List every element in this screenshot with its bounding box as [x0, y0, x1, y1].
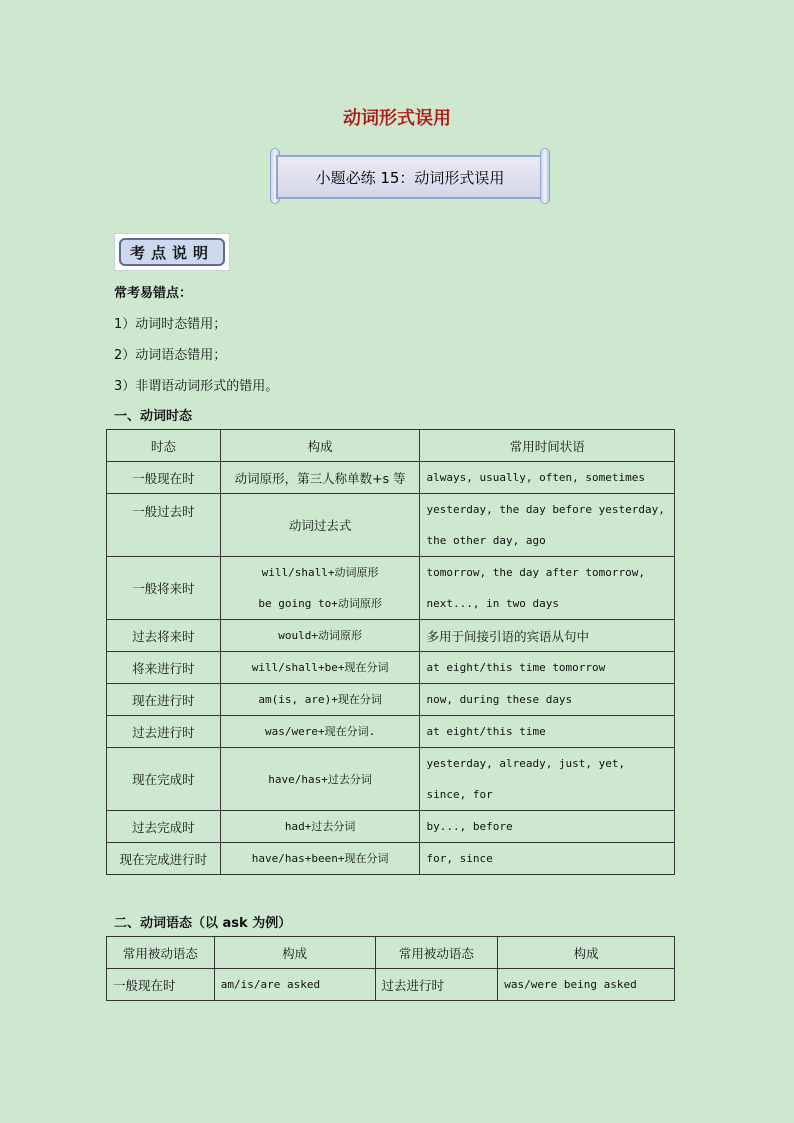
table-row — [107, 557, 675, 620]
intro-item: 1）动词时态错用； — [114, 317, 227, 332]
adverbial-cell: at eight/this time — [420, 716, 675, 748]
table-row — [107, 716, 675, 748]
title-banner — [270, 150, 550, 202]
banner-text: 小题必练 15：动词形式误用 — [276, 155, 544, 199]
adverbial-cell — [420, 557, 675, 620]
badge-text: 考点说明 — [119, 238, 225, 266]
adverbial-cell — [420, 748, 675, 811]
table-row — [107, 748, 675, 811]
adverbial-cell: always, usually, often, sometimes — [420, 462, 675, 494]
tense-cell: 将来进行时 — [107, 652, 221, 684]
adverbial-line: since, for — [426, 788, 493, 801]
form-cell: have/has+been+现在分词 — [220, 843, 420, 875]
tense-cell: 现在完成时 — [107, 748, 221, 811]
tense-cell: 过去进行时 — [107, 716, 221, 748]
header-voice: 常用被动语态 — [375, 937, 498, 969]
voice-cell: 过去进行时 — [375, 969, 498, 1001]
table-row — [107, 494, 675, 557]
form-line: be going to+动词原形 — [258, 597, 382, 610]
intro-item: 2）动词语态错用； — [114, 348, 227, 363]
table-row — [107, 462, 675, 494]
table-row — [107, 652, 675, 684]
intro-item: 3）非谓语动词形式的错用。 — [114, 379, 279, 394]
tense-cell: 过去将来时 — [107, 620, 221, 652]
section-title-voice: 二、动词语态（以 ask 为例） — [114, 916, 292, 931]
adverbial-line: next..., in two days — [426, 597, 559, 610]
form-cell — [220, 557, 420, 620]
tense-cell: 一般过去时 — [107, 494, 221, 557]
scroll-roll-right — [540, 148, 550, 204]
adverbial-line: the other day, ago — [426, 534, 546, 547]
form-cell: was/were+现在分词. — [220, 716, 420, 748]
form-cell: will/shall+be+现在分词 — [220, 652, 420, 684]
table-row — [107, 620, 675, 652]
header-adverbials: 常用时间状语 — [420, 430, 675, 462]
header-tense: 时态 — [107, 430, 221, 462]
tense-cell: 一般将来时 — [107, 557, 221, 620]
form-line: will/shall+动词原形 — [261, 566, 379, 579]
table-row — [107, 684, 675, 716]
form-cell: have/has+过去分词 — [220, 748, 420, 811]
table-row — [107, 969, 675, 1001]
adverbial-line: yesterday, already, just, yet, — [426, 757, 626, 770]
page-title: 动词形式误用 — [343, 108, 451, 129]
tense-cell: 一般现在时 — [107, 462, 221, 494]
table-header-row — [107, 430, 675, 462]
form-cell: am(is, are)+现在分词 — [220, 684, 420, 716]
header-form: 构成 — [214, 937, 375, 969]
table-header-row — [107, 937, 675, 969]
form-cell: am/is/are asked — [214, 969, 375, 1001]
adverbial-line: tomorrow, the day after tomorrow, — [426, 566, 646, 579]
header-voice: 常用被动语态 — [107, 937, 215, 969]
adverbial-cell: for, since — [420, 843, 675, 875]
adverbial-cell: by..., before — [420, 811, 675, 843]
form-cell: had+过去分词 — [220, 811, 420, 843]
adverbial-cell: at eight/this time tomorrow — [420, 652, 675, 684]
table-row — [107, 843, 675, 875]
header-form: 构成 — [220, 430, 420, 462]
tense-cell: 过去完成时 — [107, 811, 221, 843]
form-cell: was/were being asked — [498, 969, 675, 1001]
voice-table — [106, 936, 675, 1001]
section-title-tense: 一、动词时态 — [114, 409, 193, 424]
tense-cell: 现在完成进行时 — [107, 843, 221, 875]
adverbial-cell: 多用于间接引语的宾语从句中 — [420, 620, 675, 652]
voice-cell: 一般现在时 — [107, 969, 215, 1001]
adverbial-line: yesterday, the day before yesterday, — [426, 503, 665, 516]
header-form: 构成 — [498, 937, 675, 969]
adverbial-cell: now, during these days — [420, 684, 675, 716]
tense-table — [106, 429, 675, 875]
section-badge — [114, 233, 230, 271]
form-cell: 动词过去式 — [220, 494, 420, 557]
form-cell: 动词原形，第三人称单数+s 等 — [220, 462, 420, 494]
intro-heading: 常考易错点： — [114, 286, 193, 301]
adverbial-cell — [420, 494, 675, 557]
form-cell: would+动词原形 — [220, 620, 420, 652]
tense-cell: 现在进行时 — [107, 684, 221, 716]
table-row — [107, 811, 675, 843]
